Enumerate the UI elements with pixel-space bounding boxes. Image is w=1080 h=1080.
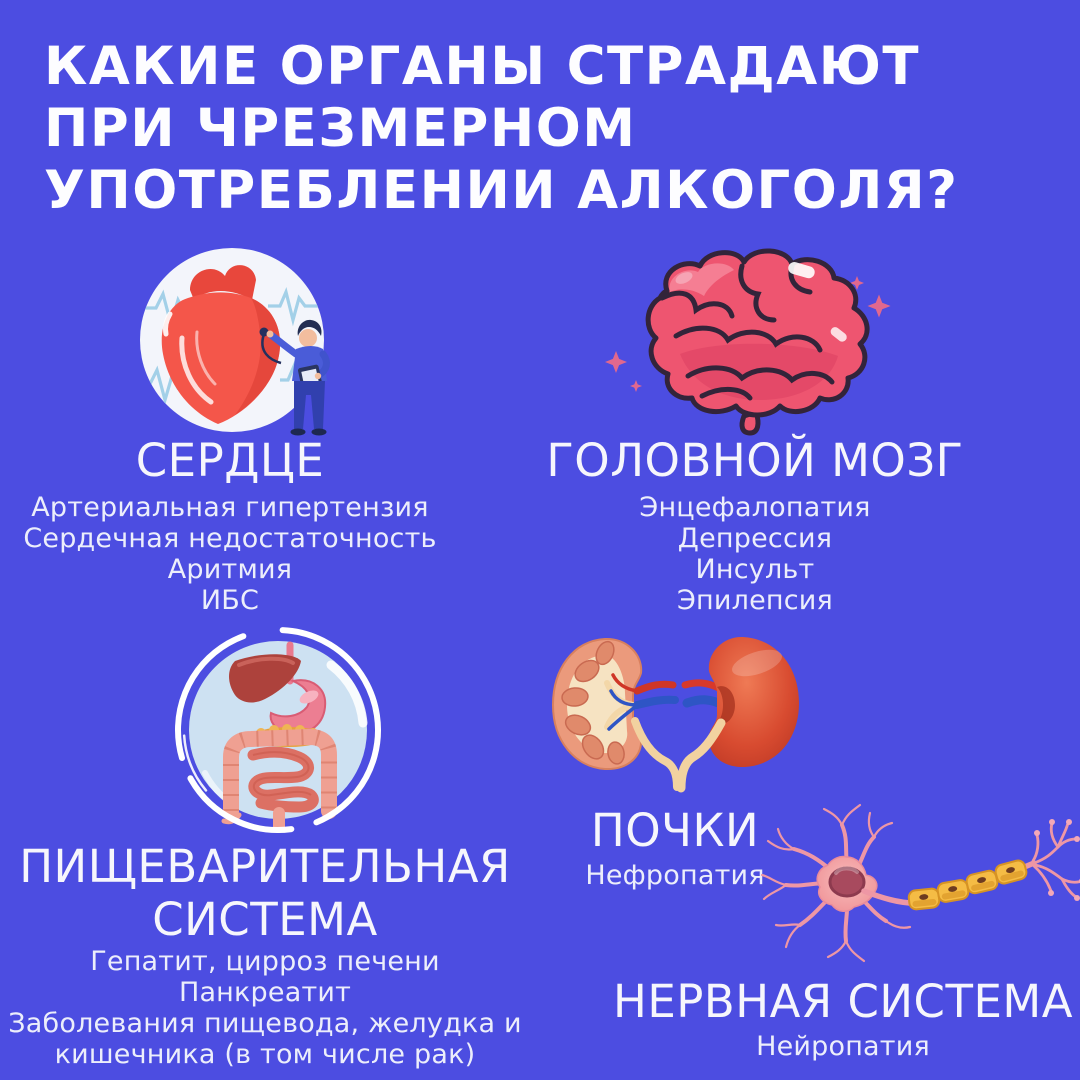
section-heading-brain: ГОЛОВНОЙ МОЗГ — [546, 434, 964, 487]
heart-checkup-icon — [130, 242, 345, 438]
list-item: Заболевания пищевода, желудка и кишечника (в том числе рак) — [8, 1008, 522, 1070]
list-item: ИБС — [200, 585, 260, 616]
neuron-nucleus — [830, 868, 864, 896]
kidneys-icon — [545, 633, 805, 793]
list-item: Эпилепсия — [676, 585, 833, 616]
list-item: Депрессия — [677, 523, 833, 554]
section-heading-digestive: ПИЩЕВАРИТЕЛЬНАЯ СИСТЕМА — [19, 840, 511, 946]
list-item: Нефропатия — [585, 860, 765, 891]
page-title-line: ПРИ ЧРЕЗМЕРНОМ — [44, 98, 637, 159]
kidney-whole — [681, 637, 799, 788]
brain-icon — [592, 236, 892, 436]
list-item: Артериальная гипертензия — [31, 492, 429, 523]
list-item: Сердечная недостаточность — [23, 523, 437, 554]
list-item: Аритмия — [167, 554, 293, 585]
brain-shape — [648, 251, 867, 433]
section-items-digestive — [0, 946, 530, 1070]
section-heading-nervous: НЕРВНАЯ СИСТЕМА — [612, 975, 1073, 1028]
page-title-line: УПОТРЕБЛЕНИИ АЛКОГОЛЯ? — [44, 160, 959, 221]
myelin-sheath — [908, 859, 1028, 910]
list-item: Энцефалопатия — [639, 492, 871, 523]
section-items-heart — [0, 492, 460, 616]
section-items-nervous — [608, 1031, 1078, 1062]
axon-terminals — [1033, 823, 1080, 897]
section-items-brain — [535, 492, 975, 616]
kidney-cross-section — [553, 639, 677, 787]
section-heading-heart: СЕРДЦЕ — [135, 434, 325, 487]
page-title — [44, 36, 1044, 222]
list-item: Гепатит, цирроз печени — [90, 946, 440, 977]
page-title-line: КАКИЕ ОРГАНЫ СТРАДАЮТ — [44, 36, 921, 97]
list-item: Нейропатия — [756, 1031, 930, 1062]
list-item: Инсульт — [695, 554, 815, 585]
list-item: Панкреатит — [178, 977, 352, 1008]
section-heading-kidneys: ПОЧКИ — [590, 804, 760, 857]
digestive-system-icon — [173, 625, 383, 835]
neuron-icon — [752, 795, 1080, 975]
